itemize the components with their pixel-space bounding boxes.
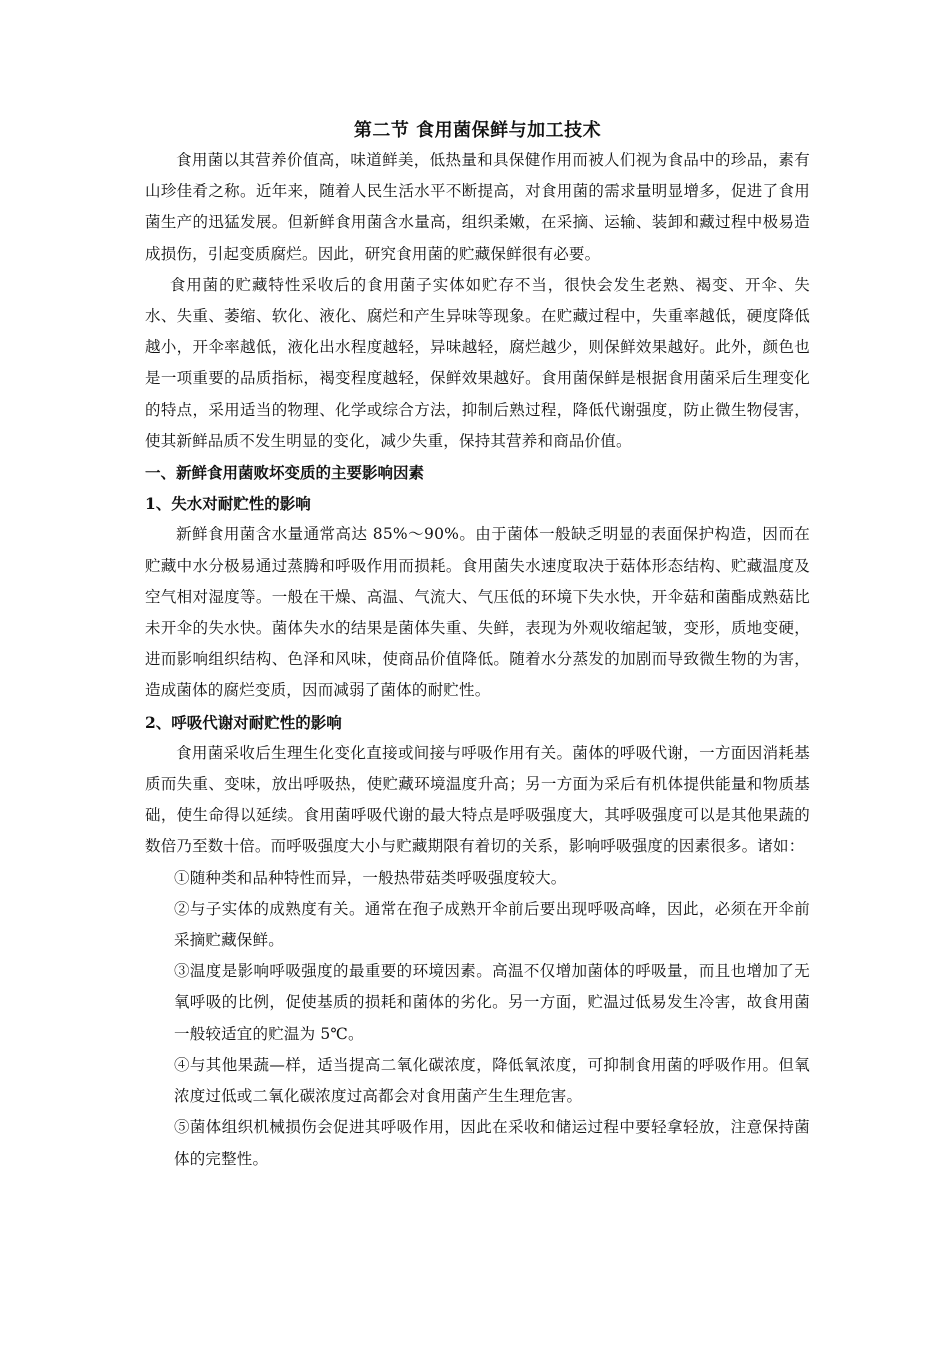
intro-paragraph-1: 食用菌以其营养价值高，味道鲜美，低热量和具保健作用而被人们视为食品中的珍品，素有山珍佳肴之称。近年来，随着人民生活水平不断提高，对食用菌的需求量明显增多，促进了食用菌生产的迅猛发展。但新鲜食用菌含水量高，组织柔嫩，在采摘、运输、装卸和藏过程中极易造成损伤，引起变质腐烂。因此，研究食用菌的贮藏保鲜很有必要。	[145, 151, 810, 263]
subsection-heading-respiration: 2、呼吸代谢对耐贮性的影响	[145, 712, 342, 732]
document-body	[145, 117, 810, 1175]
list-item: ①随种类和品种特性而异，一般热带菇类呼吸强度较大。	[174, 868, 567, 887]
section-heading: 一、新鲜食用菌败坏变质的主要影响因素	[145, 463, 425, 483]
page-title: 第二节 食用菌保鲜与加工技术	[353, 120, 602, 141]
list-item: ③温度是影响呼吸强度的最重要的环境因素。高温不仅增加菌体的呼吸量，而且也增加了无氧呼吸的比例，促使基质的损耗和菌体的劣化。另一方面，贮温过低易发生冷害，故食用菌一般较适宜的贮温为 5℃。	[174, 962, 810, 1043]
list-item: ②与子实体的成熟度有关。通常在孢子成熟开伞前后要出现呼吸高峰，因此，必须在开伞前采摘贮藏保鲜。	[174, 899, 810, 950]
list-item: ⑤菌体组织机械损伤会促进其呼吸作用，因此在采收和储运过程中要轻拿轻放，注意保持菌体的完整性。	[174, 1118, 810, 1168]
subsection-heading-water-loss: 1、失水对耐贮性的影响	[145, 494, 311, 514]
factor-list	[174, 863, 810, 1175]
water-loss-paragraph: 新鲜食用菌含水量通常高达 85%～90%。由于菌体一般缺乏明显的表面保护构造，因而在贮藏中水分极易通过蒸腾和呼吸作用而损耗。食用菌失水速度取决于菇体形态结构、贮藏温度及空气相对湿度等。一般在干燥、高温、气流大、气压低的环境下失水快，开伞菇和菌酯成熟菇比未开伞的失水快。菌体失水的结果是菌体失重、失鲜，表现为外观收缩起皱，变形，质地变硬，进而影响组织结构、色泽和风味，使商品价值降低。随着水分蒸发的加剧而导致微生物的为害，造成菌体的腐烂变质，因而减弱了菌体的耐贮性。	[145, 525, 810, 700]
respiration-paragraph: 食用菌采收后生理生化变化直接或间接与呼吸作用有关。菌体的呼吸代谢，一方面因消耗基质而失重、变味，放出呼吸热，使贮藏环境温度升高；另一方面为采后有机体提供能量和物质基础，使生命得以延续。食用菌呼吸代谢的最大特点是呼吸强度大，其呼吸强度可以是其他果蔬的数倍乃至数十倍。而呼吸强度大小与贮藏期限有着切的关系，影响呼吸强度的因素很多。诸如：	[145, 743, 810, 856]
intro-paragraph-2: 食用菌的贮藏特性采收后的食用菌子实体如贮存不当，很快会发生老熟、褐变、开伞、失水、失重、萎缩、软化、液化、腐烂和产生异味等现象。在贮藏过程中，失重率越低，硬度降低越小，开伞率越低，液化出水程度越轻，异味越轻，腐烂越少，则保鲜效果越好。此外，颜色也是一项重要的品质指标，褐变程度越轻，保鲜效果越好。食用菌保鲜是根据食用菌采后生理变化的特点，采用适当的物理、化学或综合方法，抑制后熟过程，降低代谢强度，防止微生物侵害，使其新鲜品质不发生明显的变化，减少失重，保持其营养和商品价值。	[145, 275, 810, 450]
list-item: ④与其他果蔬—样，适当提高二氧化碳浓度，降低氧浓度，可抑制食用菌的呼吸作用。但氧浓度过低或二氧化碳浓度过高都会对食用菌产生生理危害。	[174, 1055, 810, 1106]
